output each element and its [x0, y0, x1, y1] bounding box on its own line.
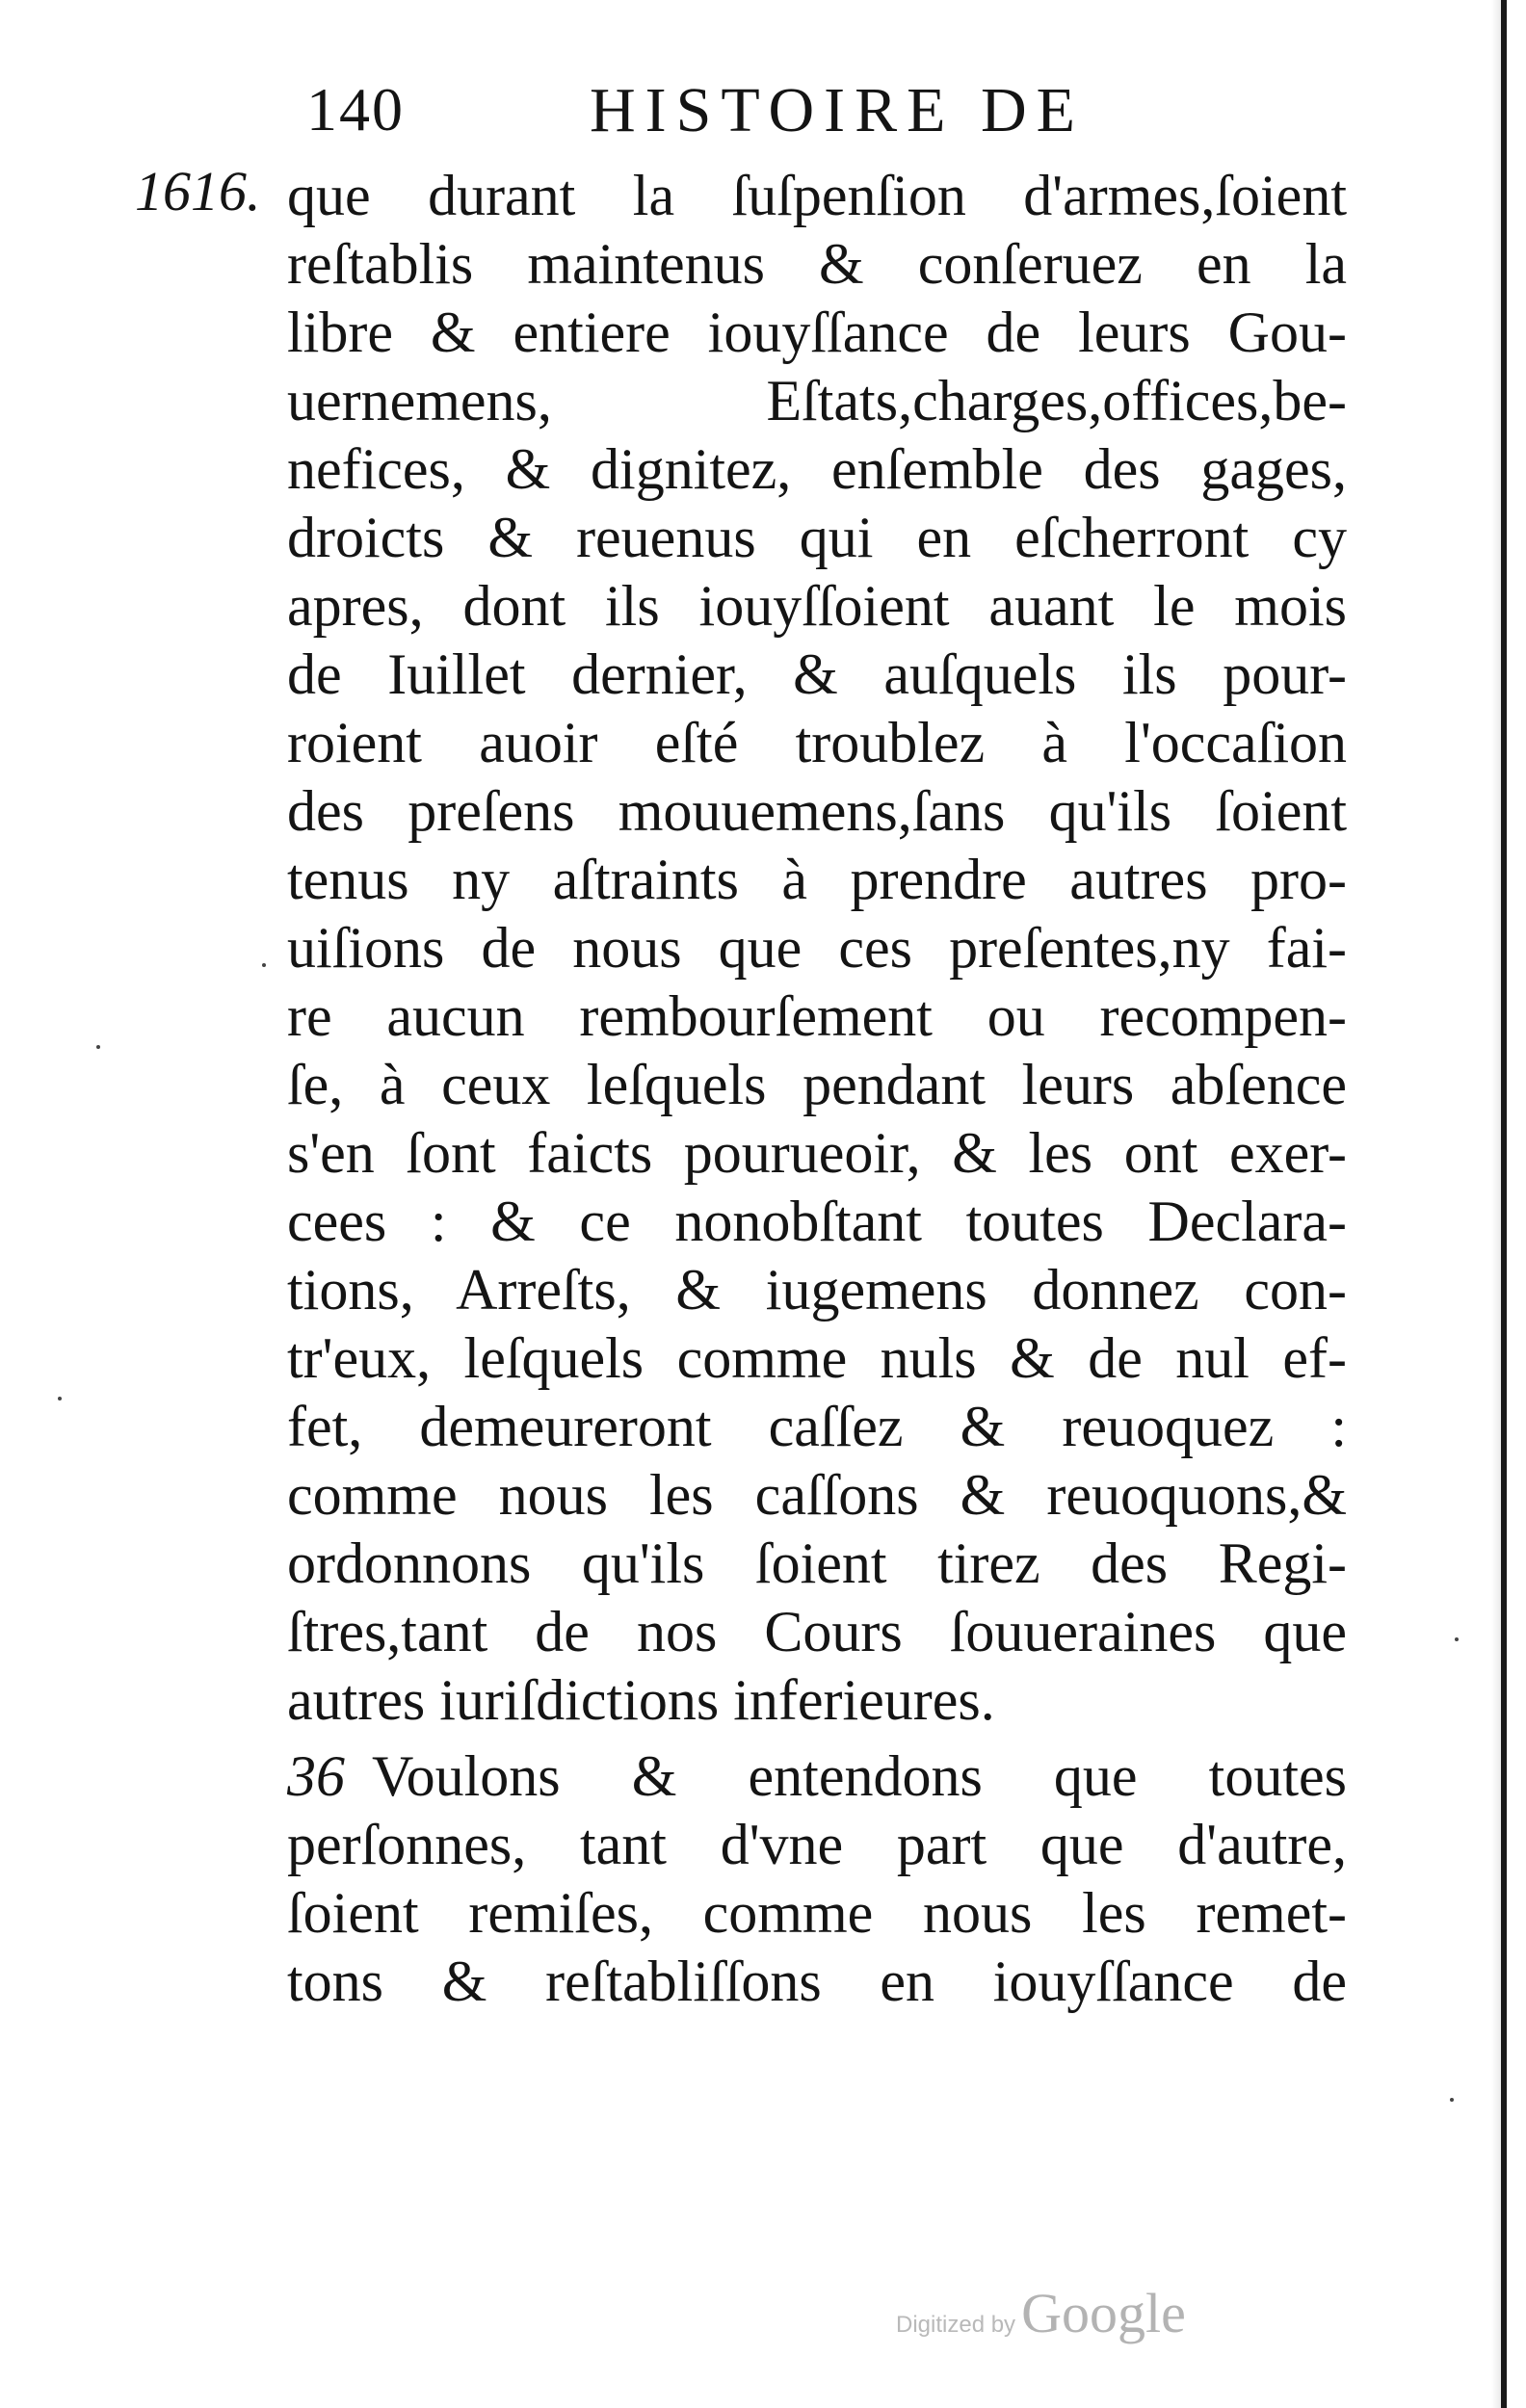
- ink-speck: [262, 963, 266, 967]
- margin-year: 1616.: [135, 160, 261, 222]
- ink-speck: [58, 1397, 62, 1400]
- text-line: droicts & reuenus qui en eſcherront cy: [287, 506, 1347, 569]
- text-line: s'en ſont faicts pourueoir, & les ont exer-: [287, 1121, 1347, 1185]
- text-line: autres iuriſdictions inferieures.: [287, 1668, 995, 1732]
- text-line: de Iuillet dernier, & auſquels ils pour-: [287, 642, 1347, 706]
- text-line: comme nous les caſſons & reuoquons,&: [287, 1463, 1347, 1527]
- article-number: 36: [287, 1744, 345, 1808]
- ink-speck: [1450, 2098, 1454, 2102]
- text-line: tr'eux, leſquels comme nuls & de nul ef-: [287, 1326, 1347, 1390]
- text-line: re aucun rembourſement ou recompen-: [287, 984, 1347, 1048]
- page-number: 140: [306, 75, 405, 144]
- text-line: tenus ny aſtraints à prendre autres pro-: [287, 848, 1347, 911]
- text-line: libre & entiere iouyſſance de leurs Gou-: [287, 301, 1347, 364]
- text-line: roient auoir eſté troublez à l'occaſion: [287, 711, 1347, 774]
- text-line: reſtablis maintenus & conſeruez en la: [287, 232, 1347, 296]
- text-line: apres, dont ils iouyſſoient auant le mois: [287, 574, 1347, 638]
- article-first-line: [287, 1742, 1347, 1811]
- text-line: ſe, à ceux leſquels pendant leurs abſence: [287, 1053, 1347, 1116]
- text-line: tons & reſtabliſſons en iouyſſance de: [287, 1950, 1347, 2013]
- text-line: uiſions de nous que ces preſentes,ny fai-: [287, 916, 1347, 980]
- binding-shadow: [1491, 0, 1501, 2408]
- text-line: nefices, & dignitez, enſemble des gages,: [287, 437, 1347, 501]
- body-text: [287, 162, 1347, 2016]
- ink-speck: [96, 1045, 100, 1049]
- text-line: ſtres,tant de nos Cours ſouueraines que: [287, 1600, 1347, 1663]
- text-line: cees : & ce nonobſtant toutes Declara-: [287, 1190, 1347, 1253]
- text-line: ordonnons qu'ils ſoient tirez des Regi-: [287, 1531, 1347, 1595]
- ink-speck: [1455, 1637, 1459, 1641]
- text-line: des preſens mouuemens,ſans qu'ils ſoient: [287, 779, 1347, 843]
- text-line: que durant la ſuſpenſion d'armes,ſoient: [287, 164, 1347, 227]
- running-head: HISTOIRE DE: [590, 75, 1085, 145]
- binding-edge: [1501, 0, 1507, 2408]
- text-line: fet, demeureront caſſez & reuoquez :: [287, 1395, 1347, 1458]
- digitized-watermark: [896, 2281, 1186, 2345]
- watermark-prefix: Digitized by: [896, 2312, 1016, 2338]
- text-line: uernemens, Eſtats,charges,offices,be-: [287, 369, 1347, 432]
- text-line: ſoient remiſes, comme nous les remet-: [287, 1881, 1347, 1945]
- text-line: tions, Arreſts, & iugemens donnez con-: [287, 1258, 1347, 1322]
- google-logo: Google: [1021, 2282, 1186, 2344]
- article-first-line-text: Voulons & entendons que toutes: [372, 1744, 1347, 1808]
- text-line: perſonnes, tant d'vne part que d'autre,: [287, 1813, 1347, 1876]
